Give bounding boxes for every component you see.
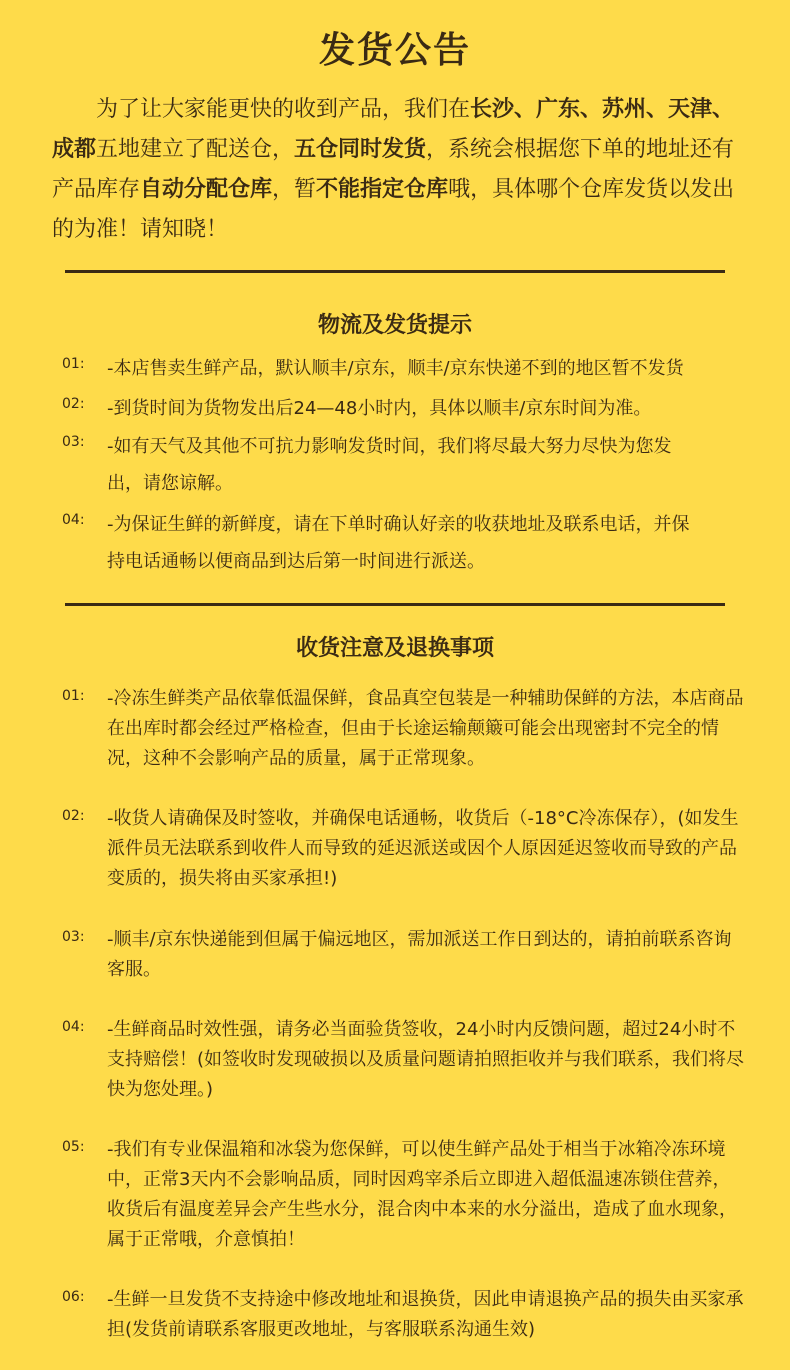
intro-paragraph: [52, 90, 742, 250]
item-text: -本店售卖生鲜产品，默认顺丰/京东，顺丰/京东快递不到的地区暂不发货: [107, 358, 684, 379]
item-text: -冷冻生鲜类产品依靠低温保鲜，食品真空包装是一种辅助保鲜的方法，本店商品在出库时都会经过严格检查，但由于长途运输颠簸可能会出现密封不完全的情况，这种不会影响产品的质量，属于正常现象。: [107, 688, 744, 769]
item-number: 03:: [62, 929, 85, 945]
item-number: 02:: [62, 396, 85, 412]
divider: [65, 603, 725, 606]
item-text: -收货人请确保及时签收，并确保电话通畅，收货后（-18°C冷冻保存），(如发生派件员无法联系到收件人而导致的延迟派送或因个人原因延迟签收而导致的产品变质的，损失将由买家承担!): [107, 808, 739, 889]
item-number: 04:: [62, 512, 85, 528]
item-text: -我们有专业保温箱和冰袋为您保鲜，可以使生鲜产品处于相当于冰箱冷冻环境中，正常3天内不会影响品质，同时因鸡宰杀后立即进入超低温速冻锁住营养，收货后有温度差异会产生些水分，混合肉中本来的水分溢出，造成了血水现象，属于正常哦，介意慎拍！: [107, 1139, 737, 1250]
item-number: 04:: [62, 1019, 85, 1035]
item-text: -为保证生鲜的新鲜度，请在下单时确认好亲的收获地址及联系电话，并保持电话通畅以便商品到达后第一时间进行派送。: [107, 514, 690, 572]
item-number: 05:: [62, 1139, 85, 1155]
page-title: 发货公告: [318, 30, 471, 71]
intro-seg: ，系统会根据您下单的地址还有产品库存: [52, 137, 735, 202]
section-title-logistics: 物流及发货提示: [317, 313, 472, 338]
section-title-receiving: 收货注意及退换事项: [295, 636, 494, 661]
item-number: 03:: [62, 434, 85, 450]
item-text: -生鲜商品时效性强，请务必当面验货签收，24小时内反馈问题，超过24小时不支持赔偿！(如签收时发现破损以及质量问题请拍照拒收并与我们联系，我们将尽快为您处理。): [107, 1019, 745, 1100]
divider: [65, 270, 725, 273]
intro-seg: 五地建立了配送仓，: [96, 137, 295, 162]
item-number: 01:: [62, 688, 85, 704]
item-number: 06:: [62, 1289, 85, 1305]
intro-seg: 哦，具体哪个仓库发货以发出的为准！请知晓！: [52, 177, 735, 242]
intro-bold: 长沙、广东、苏州、天津、成都: [52, 97, 735, 162]
intro-bold: 五仓同时发货: [294, 137, 427, 162]
item-number: 02:: [62, 808, 85, 824]
intro-bold: 自动分配仓库: [140, 177, 273, 202]
item-text: -顺丰/京东快递能到但属于偏远地区，需加派送工作日到达的，请拍前联系咨询客服。: [107, 929, 732, 980]
item-number: 01:: [62, 356, 85, 372]
intro-seg: 为了让大家能更快的收到产品，我们在: [96, 97, 471, 122]
item-text: -如有天气及其他不可抗力影响发货时间，我们将尽最大努力尽快为您发出，请您谅解。: [107, 436, 672, 494]
item-text: -生鲜一旦发货不支持途中修改地址和退换货，因此申请退换产品的损失由买家承担(发货前请联系客服更改地址，与客服联系沟通生效): [107, 1289, 744, 1340]
intro-seg: ，暂: [272, 177, 317, 202]
intro-bold: 不能指定仓库: [316, 177, 449, 202]
item-text: -到货时间为货物发出后24—48小时内，具体以顺丰/京东时间为准。: [107, 398, 652, 419]
